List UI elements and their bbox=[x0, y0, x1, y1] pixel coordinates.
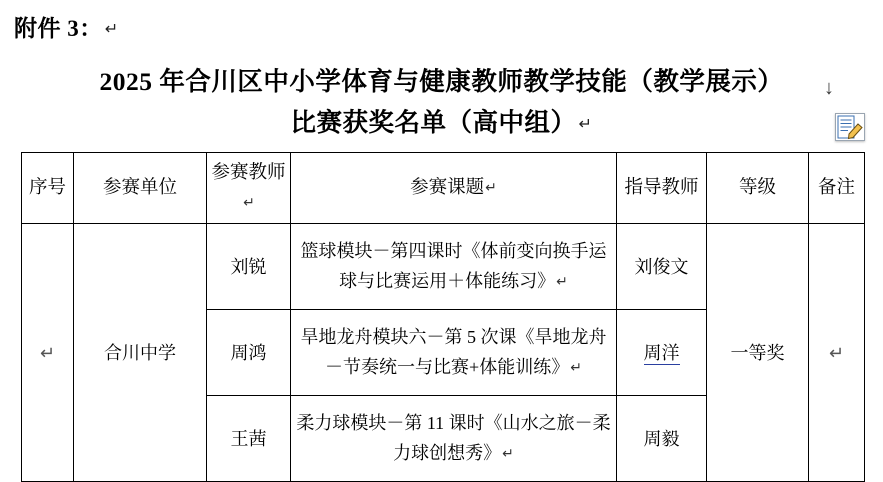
column-header-guide bbox=[617, 153, 707, 224]
table-row bbox=[22, 224, 865, 310]
cell-guide: 刘俊文 bbox=[617, 224, 707, 310]
page-title-line-1: 2025 年合川区中小学体育与健康教师教学技能（教学展示） bbox=[99, 67, 784, 96]
cell-teacher: 王茜 bbox=[207, 396, 291, 482]
column-header-remark bbox=[809, 153, 865, 224]
title-paragraph-mark: ↵ bbox=[578, 116, 593, 133]
column-header-topic-label: 参赛课题 bbox=[410, 177, 485, 198]
attachment-label bbox=[14, 10, 119, 43]
column-header-topic-mark: ↵ bbox=[485, 180, 497, 196]
down-arrow-icon: ↓ bbox=[824, 77, 834, 99]
column-header-unit bbox=[74, 153, 207, 224]
cell-topic-mark: ↵ bbox=[570, 360, 582, 376]
cell-seq: ↵ bbox=[22, 224, 74, 482]
cell-remark: ↵ bbox=[809, 224, 865, 482]
paragraph-mark: ↵ bbox=[104, 21, 119, 38]
cell-topic bbox=[291, 310, 617, 396]
table-header-row bbox=[22, 153, 865, 224]
page-title bbox=[0, 62, 883, 146]
cell-topic bbox=[291, 224, 617, 310]
cell-guide bbox=[617, 310, 707, 396]
cell-topic-text: 旱地龙舟模块六－第 5 次课《旱地龙舟－节奏统一与比赛+体能训练》 bbox=[300, 326, 607, 377]
column-header-teacher-label: 参赛教师 bbox=[211, 162, 286, 183]
attachment-label-text: 附件 3： bbox=[14, 16, 103, 41]
column-header-seq bbox=[22, 153, 74, 224]
cell-teacher: 刘锐 bbox=[207, 224, 291, 310]
column-header-guide-label: 指导教师 bbox=[624, 178, 699, 198]
page-title-line-2 bbox=[0, 102, 883, 146]
cell-guide-text: 周洋 bbox=[643, 342, 680, 363]
cell-topic-text: 篮球模块－第四课时《体前变向换手运球与比赛运用＋体能练习》 bbox=[300, 240, 607, 291]
award-table bbox=[21, 152, 865, 482]
cell-topic-mark: ↵ bbox=[502, 446, 514, 462]
column-header-remark-label: 备注 bbox=[817, 178, 855, 198]
column-header-level-label: 等级 bbox=[738, 178, 776, 198]
page-title-line-2-text: 比赛获奖名单（高中组） bbox=[290, 108, 577, 137]
cell-teacher: 周鸿 bbox=[207, 310, 291, 396]
cell-topic-mark: ↵ bbox=[556, 274, 568, 290]
cell-guide: 周毅 bbox=[617, 396, 707, 482]
cell-topic bbox=[291, 396, 617, 482]
column-header-teacher-mark: ↵ bbox=[243, 195, 255, 211]
column-header-level bbox=[707, 153, 809, 224]
edit-document-icon[interactable] bbox=[835, 113, 865, 141]
column-header-seq-label: 序号 bbox=[28, 178, 66, 198]
column-header-teacher bbox=[207, 153, 291, 224]
column-header-topic bbox=[291, 153, 617, 224]
cell-unit: 合川中学 bbox=[74, 224, 207, 482]
cell-topic-text: 柔力球模块－第 11 课时《山水之旅－柔力球创想秀》 bbox=[296, 412, 611, 463]
column-header-unit-label: 参赛单位 bbox=[102, 178, 177, 198]
cell-level: 一等奖 bbox=[707, 224, 809, 482]
award-table-container bbox=[21, 152, 864, 482]
